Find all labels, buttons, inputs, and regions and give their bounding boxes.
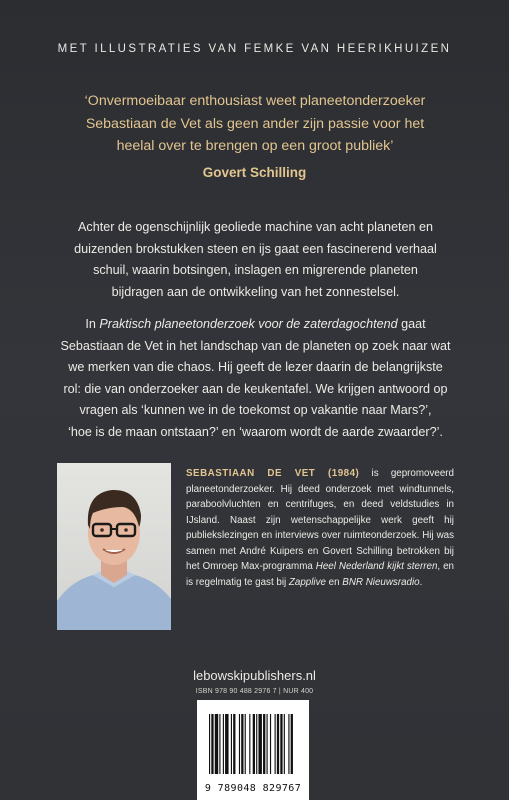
barcode [197,700,309,800]
quote-line: ‘Onvermoeibaar enthousiast weet planeetonderzoeker [84,93,426,109]
blurb-text: gaat [397,317,426,331]
author-photo [57,463,171,630]
blurb-line: vragen als ‘kunnen we in de toekomst op vakantie naar Mars?’, [79,403,432,417]
publisher-website: lebowskipublishers.nl [193,668,316,683]
blurb-line: Achter de ogenschijnlijk geoliede machine van acht planeten en [78,220,433,234]
illustrations-credit: MET ILLUSTRATIES VAN FEMKE VAN HEERIKHUIZEN [57,43,452,55]
barcode-digits: 9 789048 829767 [204,783,302,794]
program-title: Heel Nederland kijkt sterren [315,561,438,572]
quote-line: Sebastiaan de Vet als geen ander zijn passie voor het [85,115,425,132]
blurb-line: Sebastiaan de Vet in het landschap van de planeten op zoek naar wat [60,338,451,353]
blurb-paragraph-1 [58,217,453,303]
book-title: Praktisch planeetonderzoek voor de zaterdagochtend [99,317,398,331]
bio-text: , en is regelmatig te gast bij [186,561,454,588]
author-portrait-icon [57,463,171,630]
blurb-line: we merken van die chaos. Hij geeft de lezer daarin de belangrijkste [68,360,443,374]
zapplive-title: Zapplive [288,576,326,588]
isbn-line: ISBN 978 90 488 2976 7 | NUR 400 [195,688,314,695]
endorsement-quote [40,90,470,158]
blurb-line: duizenden brokstukken steen en ijs gaat een fascinerend verhaal [74,241,437,256]
blurb-line: ‘hoe is de maan ontstaan?’ en ‘waarom wordt de aarde zwaarder?’. [68,424,443,439]
blurb-text: In [85,317,100,331]
blurb-line [58,314,453,336]
blurb-line: rol: die van onderzoeker aan de keukentafel. We krijgen antwoord op [63,381,448,396]
author-bio [186,466,454,590]
author-name: SEBASTIAAN DE VET (1984) [186,468,360,479]
bio-text: is gepromoveerd planeetonderzoeker. Hij deed onderzoek met windtunnels, paraboolvluchten en centrifuges, en deed veldstudies in IJsland. Naast zijn wetenschappelijke werk geeft hij publiekslezingen en interviews over ruimteonderzoek. Hij was samen met André Kuipers en Govert Schilling betrokken bij het Omroep Max-programma [186,468,454,572]
blurb-line: schuil, waarin botsingen, inslagen en migrerende planeten [93,263,418,277]
quote-line: heelal over te brengen op een groot publiek’ [116,138,394,154]
bio-text: . [419,576,423,588]
quote-author: Govert Schilling [202,165,307,180]
blurb-paragraph-2 [58,314,453,443]
bnr-title: BNR Nieuwsradio [342,576,420,588]
blurb-line: bijdragen aan de ontwikkeling van het zonnestelsel. [111,284,400,299]
barcode-bars-icon [197,700,309,782]
bio-text: en [325,576,343,588]
